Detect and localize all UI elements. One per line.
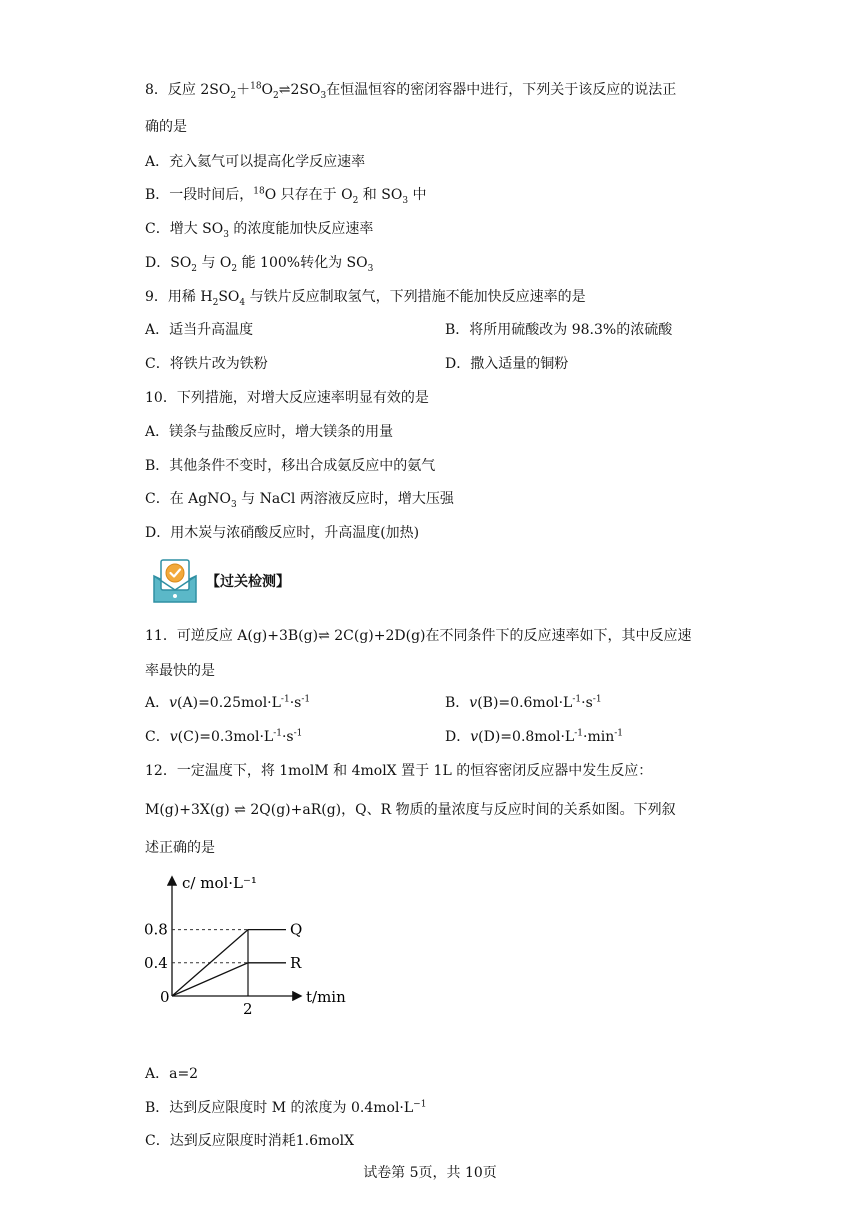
q12-option-a: A．a=2 <box>145 1066 199 1082</box>
series-line-r <box>172 963 286 996</box>
q12-option-b: B．达到反应限度时 M 的浓度为 $0.4mol\cdot L^{-1}$ <box>145 1099 427 1116</box>
q11-stem-line2: 率最快的是 <box>145 663 215 679</box>
x-axis-label: t/min <box>306 988 346 1006</box>
q8-stem: 8．反应 $2SO_2+^{18}O_2\rightleftharpoons 2SO_3$在恒温恒容的密闭容器中进行，下列关于该反应的说法正 <box>145 81 677 101</box>
q10-stem: 10．下列措施，对增大反应速率明显有效的是 <box>145 390 429 406</box>
q12-equation-line: M(g)+3X(g) ⇌ 2Q(g)+aR(g)，Q、R 物质的量浓度与反应时间的关系如图。下列叙 <box>145 802 676 818</box>
q12-equation: M(g)+3X(g) ⇌ 2Q(g)+aR(g) <box>145 802 342 818</box>
q9-stem: 9．用稀 $H_2SO_4$ 与铁片反应制取氢气，下列措施不能加快反应速率的是 <box>145 289 586 308</box>
q11-option-d: D．$v(D)=0.8mol\cdot L^{-1}\cdot\min^{-1}$ <box>445 728 624 745</box>
q9-option-a: A．适当升高温度 <box>145 322 254 338</box>
q11-option-b: B．$v(B)=0.6mol\cdot L^{-1}\cdot s^{-1}$ <box>445 694 602 711</box>
check-document-icon <box>150 556 200 606</box>
series-label-r: R <box>290 953 302 972</box>
y-tick-label: 0.8 <box>144 920 168 939</box>
q10-option-b: B．其他条件不变时，移出合成氨反应中的氨气 <box>145 458 436 474</box>
q8-option-c: C．增大 $SO_3$ 的浓度能加快反应速率 <box>145 221 374 240</box>
q8-option-d: D．$SO_2$ 与 $O_2$ 能 100%转化为 $SO_3$ <box>145 255 374 274</box>
q12-stem: 12．一定温度下，将 1molM 和 4molX 置于 1L 的恒容密闭反应器中发生反应： <box>145 763 653 779</box>
q8-option-a: A．充入氦气可以提高化学反应速率 <box>145 154 366 170</box>
page-footer: 试卷第 5页，共 10页 <box>363 1165 497 1181</box>
x-tick-label: 2 <box>243 1000 253 1018</box>
series-label-q: Q <box>290 920 303 939</box>
q9-option-d: D．撒入适量的铜粉 <box>445 356 569 372</box>
section-title: 【过关检测】 <box>206 574 290 590</box>
concentration-time-chart <box>140 868 360 1018</box>
q12-stem-line3: 述正确的是 <box>145 840 215 856</box>
q9-option-c: C．将铁片改为铁粉 <box>145 356 268 372</box>
q11-stem: 11．可逆反应 A(g)+3B(g)⇌ 2C(g)+2D(g)在不同条件下的反应速率如下，其中反应速 <box>145 628 692 644</box>
q10-option-a: A．镁条与盐酸反应时，增大镁条的用量 <box>145 424 394 440</box>
origin-label: 0 <box>160 988 170 1006</box>
q11-option-c: C．$v(C)=0.3mol\cdot L^{-1}\cdot s^{-1}$ <box>145 728 303 745</box>
y-axis-label: c/ mol·L⁻¹ <box>182 874 257 892</box>
q10-option-d: D．用木炭与浓硝酸反应时，升高温度(加热) <box>145 525 420 541</box>
q9-option-b: B．将所用硫酸改为 98.3%的浓硫酸 <box>445 322 673 338</box>
y-tick-label: 0.4 <box>144 953 168 972</box>
q8-stem-line2: 确的是 <box>145 119 187 135</box>
q12-option-c: C．达到反应限度时消耗1.6molX <box>145 1133 355 1149</box>
q10-option-c: C．在 AgNO$_3$ 与 NaCl 两溶液反应时，增大压强 <box>145 491 454 510</box>
q11-option-a: A．$v(A)=0.25mol\cdot L^{-1}\cdot s^{-1}$ <box>145 694 311 711</box>
q8-option-b: B．一段时间后，$^{18}$O 只存在于 $O_2$ 和 $SO_3$ 中 <box>145 186 427 206</box>
